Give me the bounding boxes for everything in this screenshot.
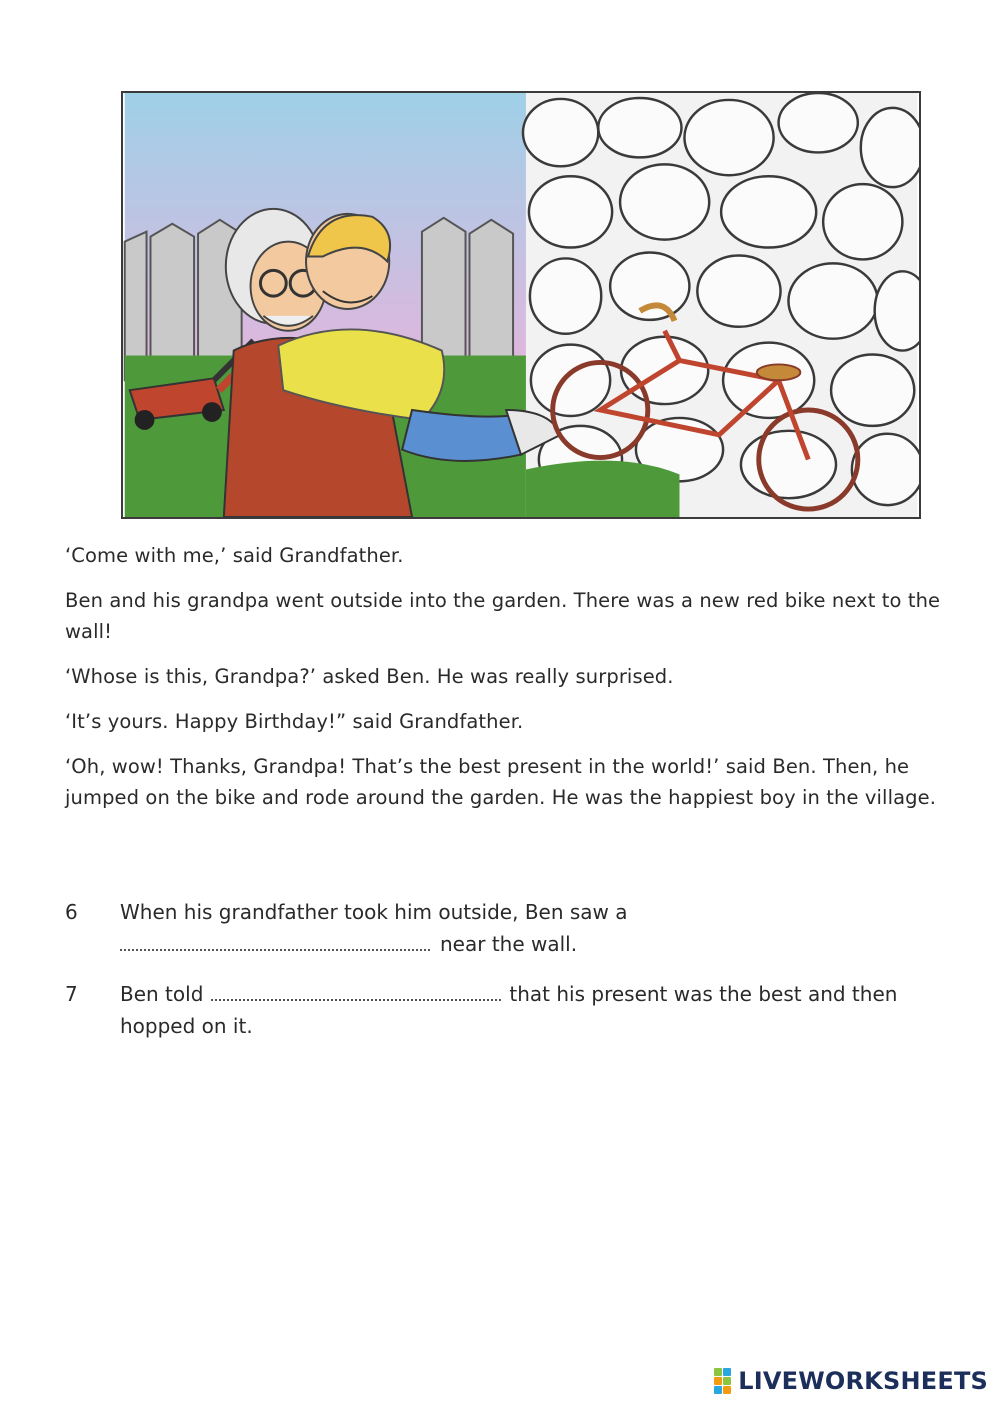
- answer-blank-7[interactable]: [211, 979, 501, 1001]
- question-6: [65, 896, 965, 960]
- story-illustration: [121, 91, 921, 519]
- story-paragraph: ‘Whose is this, Grandpa?’ asked Ben. He was really surprised.: [65, 665, 674, 688]
- question-text: that his present was the best and then hopped on it.: [120, 982, 898, 1038]
- question-text: near the wall.: [440, 932, 578, 956]
- watermark-text: LIVEWORKSHEETS: [738, 1367, 988, 1395]
- question-7: [65, 978, 965, 1042]
- liveworksheets-watermark: [714, 1366, 988, 1396]
- story-paragraph: ‘Oh, wow! Thanks, Grandpa! That’s the best present in the world!’ said Ben. Then, he jumped on the bike and rode around the garden. He was the happiest boy in the village.: [65, 755, 937, 809]
- question-text: When his grandfather took him outside, Ben saw a: [120, 900, 628, 924]
- liveworksheets-logo-icon: [714, 1368, 731, 1394]
- story-text: [65, 540, 965, 827]
- question-number: 7: [65, 982, 78, 1006]
- answer-blank-6[interactable]: [120, 929, 430, 951]
- question-text: Ben told: [120, 982, 204, 1006]
- story-paragraph: ‘It’s yours. Happy Birthday!” said Grandfather.: [65, 710, 524, 733]
- story-paragraph: ‘Come with me,’ said Grandfather.: [65, 544, 404, 567]
- question-number: 6: [65, 900, 78, 924]
- story-paragraph: Ben and his grandpa went outside into the garden. There was a new red bike next to the wall!: [65, 589, 941, 643]
